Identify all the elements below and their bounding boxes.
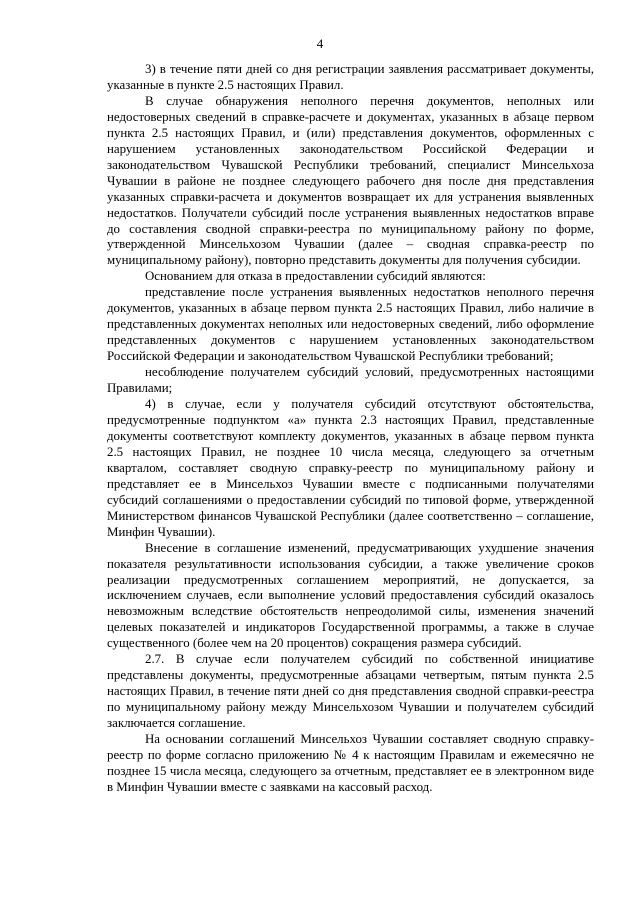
paragraph-summary-register: На основании соглашений Минсельхоз Чувашии составляет сводную справку-реестр по форме согласно приложению № 4 к настоящим Правилам и ежемесячно не позднее 15 числа месяца, следующего за отчетным, представляет ее в электронном виде в Минфин Чувашии вместе с заявками на кассовый расход.	[107, 732, 594, 794]
paragraph-refusal-ground-2: несоблюдение получателем субсидий условий, предусмотренных настоящими Правилами;	[107, 365, 594, 396]
paragraph-refusal-grounds: Основанием для отказа в предоставлении субсидий являются:	[145, 269, 486, 284]
paragraph-item-4: 4) в случае, если у получателя субсидий отсутствуют обстоятельства, предусмотренные подпунктом «а» пункта 2.3 настоящих Правил, представленные документы соответствуют комплекту документов, указанных в абзаце первом пункта 2.5 настоящих Правил, не позднее 10 числа месяца, следующего за отчетным кварталом, составляет сводную справку-реестр по муниципальному району и представляет ее в Минсельхоз Чувашии вместе с подписанными получателями субсидий соглашениями о предоставлении субсидий по типовой форме, утвержденной Министерством финансов Чувашской Республики (далее соответственно – соглашение, Минфин Чувашии).	[107, 397, 594, 539]
paragraph-refusal-ground-1: представление после устранения выявленных недостатков неполного перечня документов, указанных в абзаце первом пункта 2.5 настоящих Правил, либо наличие в представленных документах неполных или недостоверных сведений, либо оформление представленных документов с нарушением установленных законодательством Российской Федерации и законодательством Чувашской Республики требований;	[107, 285, 594, 364]
document-body	[107, 62, 594, 796]
paragraph-incomplete-documents: В случае обнаружения неполного перечня документов, неполных или недостоверных сведений в справке-расчете и документах, указанных в абзаце первом пункта 2.5 настоящих Правил, и (или) представления документов, оформленных с нарушением установленных законодательством Российской Федерации и законодательством Чувашской Республики требований, специалист Минсельхоза Чувашии в районе не позднее следующего рабочего дня после дня представления указанных справки-расчета и документов возвращает их для устранения выявленных недостатков. Получатели субсидий после устранения выявленных недостатков вправе до составления сводной справки-реестра по муниципальному району по форме, утвержденной Минсельхозом Чувашии (далее – сводная справка-реестр по муниципальному району), повторно представить документы для получения субсидии.	[107, 93, 594, 268]
page-number: 4	[316, 36, 324, 51]
paragraph-agreement-changes: Внесение в соглашение изменений, предусматривающих ухудшение значения показателя результативности использования субсидии, а также увеличение сроков реализации предусмотренных соглашением мероприятий, не допускается, за исключением случаев, если выполнение условий предоставления субсидий оказалось невозможным вследствие обстоятельств непреодолимой силы, изменения значений целевых показателей и индикаторов Государственной программы, а также в случае существенного (более чем на 20 процентов) сокращения размера субсидий.	[107, 540, 594, 651]
paragraph-item-3: 3) в течение пяти дней со дня регистрации заявления рассматривает документы, указанные в пункте 2.5 настоящих Правил.	[107, 62, 594, 92]
paragraph-section-2-7: 2.7. В случае если получателем субсидий по собственной инициативе представлены документы, предусмотренные абзацами четвертым, пятым пункта 2.5 настоящих Правил, в течение пяти дней со дня представления сводной справки-реестра по муниципальному району между Минсельхозом Чувашии и получателем субсидий заключается соглашение.	[107, 652, 594, 731]
